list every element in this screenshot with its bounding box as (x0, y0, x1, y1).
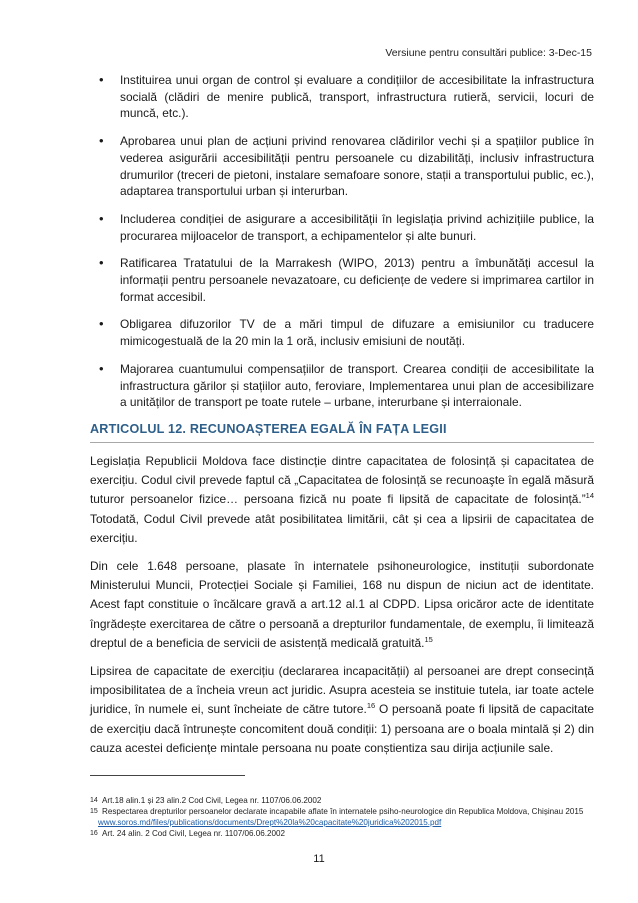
paragraph-3 (90, 662, 594, 758)
list-item (90, 211, 594, 244)
bullet-icon: • (99, 210, 104, 226)
footnote-number: 14 (90, 797, 98, 804)
list-item-text: Includerea condiției de asigurare a accesibilității în legislația privind achizițiile publice, la procurarea mijloacelor de transport, a echipamentelor și alte bunuri. (120, 211, 594, 243)
footnote-link[interactable]: www.soros.md/files/publications/documents/Drept%20la%20capacitate%20juridica%202015.pdf (98, 818, 442, 827)
paragraph-text: Din cele 1.648 persoane, plasate în internatele psihoneurologice, instituții subordonate Ministerului Muncii, Protecției Sociale și Familiei, 168 nu dispun de niciun act de identitate. Acest fapt constituie o încălcare gravă a art.12 al.1 al CDPD. Lipsa oricăror acte de identitate îngrădește exercitarea de către o persoană a drepturilor fundamentale, de exemplu, îi limitează dreptul de a beneficia de servicii de asistență medicală gratuită. (90, 558, 594, 650)
list-item (90, 361, 594, 411)
list-item-text: Obligarea difuzorilor TV de a mări timpul de difuzare a emisiunilor cu traducere mimicogestuală de la 20 min la 1 oră, inclusiv emisiuni de noutăți. (120, 317, 594, 349)
list-item (90, 255, 594, 305)
bullet-list (90, 72, 594, 411)
footnote-divider (90, 775, 245, 776)
footnote (90, 795, 594, 806)
footnote-number: 15 (90, 808, 98, 815)
paragraph-text: Legislația Republicii Moldova face distincție dintre capacitatea de folosință și capacitatea de exercițiu. Codul civil prevede faptul că „Capacitatea de folosință se recunoaşte în egală măsură tuturor persoanelor fizice… persoana fizică nu poate fi lipsită de capacitate de folosință.” (90, 453, 594, 507)
footnote (90, 806, 594, 828)
page-header: Versiune pentru consultări publice: 3-Dec-15 (385, 47, 592, 59)
footnote (90, 828, 594, 839)
footnote-ref[interactable]: 14 (585, 491, 594, 501)
list-item (90, 72, 594, 122)
bullet-icon: • (99, 360, 104, 376)
footnote-text: Art.18 alin.1 și 23 alin.2 Cod Civil, Legea nr. 1107/06.06.2002 (102, 796, 322, 805)
list-item-text: Instituirea unui organ de control și evaluare a condițiilor de accesibilitate la infrastructura socială (clădiri de menire publică, transport, infrastructura rutieră, servicii, locuri de muncă, etc.). (120, 73, 594, 121)
footnote-text: Respectarea drepturilor persoanelor declarate incapabile aflate în internatele psiho-neurologice din Republica Moldova, Chișinau 2015 (102, 807, 584, 816)
footnote-text: Art. 24 alin. 2 Cod Civil, Legea nr. 1107/06.06.2002 (102, 829, 285, 838)
list-item-text: Aprobarea unui plan de acțiuni privind renovarea clădirilor vechi și a spațiilor publice în vederea asigurării accesibilității pentru persoanele cu dizabilități, inclusiv infrastructura drumurilor (treceri de pietoni, instalare semafoare sonore, stații a transportului public, ec.), adaptarea transportului urban și interurban. (120, 134, 594, 199)
bullet-icon: • (99, 72, 104, 87)
bullet-icon: • (99, 255, 104, 271)
paragraph-text: O persoană poate fi lipsită de capacitate de exercițiu dacă întrunește concomitent două condiții: 1) persoana are o boala mintală și 2) din cauza acestei deficiențe mintale persoana nu poate conștientiza sau dirija acțiunile sale. (90, 702, 594, 755)
footnote-number: 16 (90, 830, 98, 837)
list-item (90, 133, 594, 200)
paragraph-text: Lipsirea de capacitate de exercițiu (declararea incapacității) al persoanei are drept consecință imposibilitatea de a încheia vreun act juridic. Asupra acesteia se instituie tutela, iar toate actele juridice, în numele ei, sunt încheiate de către tutore. (90, 663, 594, 717)
list-item-text: Majorarea cuantumului compensațiilor de transport. Crearea condiții de accesibilitate la infrastructura gărilor și stațiilor auto, feroviare, Implementarea unui plan de accesibilizare a unităților de transport pe toate rutele – urbane, interurbane și interraionale. (120, 361, 594, 410)
list-item-text: Ratificarea Tratatului de la Marrakesh (WIPO, 2013) pentru a îmbunătăți accesul la informații pentru persoanele nevazatoare, cu deficiențe de vedere si imprimarea cartilor in format accesibil. (120, 256, 594, 304)
article-heading: ARTICOLUL 12. RECUNOAȘTEREA EGALĂ ÎN FAȚA LEGII (90, 422, 594, 443)
footnote-ref[interactable]: 16 (366, 701, 376, 711)
page-content (90, 72, 594, 758)
paragraph-2 (90, 557, 594, 653)
page-number: 11 (313, 853, 325, 865)
paragraph-text: Totodată, Codul Civil prevede atât posibilitatea limitării, cât și cea a lipsirii de capacitatea de exercițiu. (90, 511, 594, 545)
paragraph-1 (90, 452, 594, 548)
list-item (90, 316, 594, 349)
footnote-ref[interactable]: 15 (424, 634, 433, 644)
footnotes (90, 795, 594, 839)
bullet-icon: • (99, 316, 104, 332)
bullet-icon: • (99, 133, 104, 149)
